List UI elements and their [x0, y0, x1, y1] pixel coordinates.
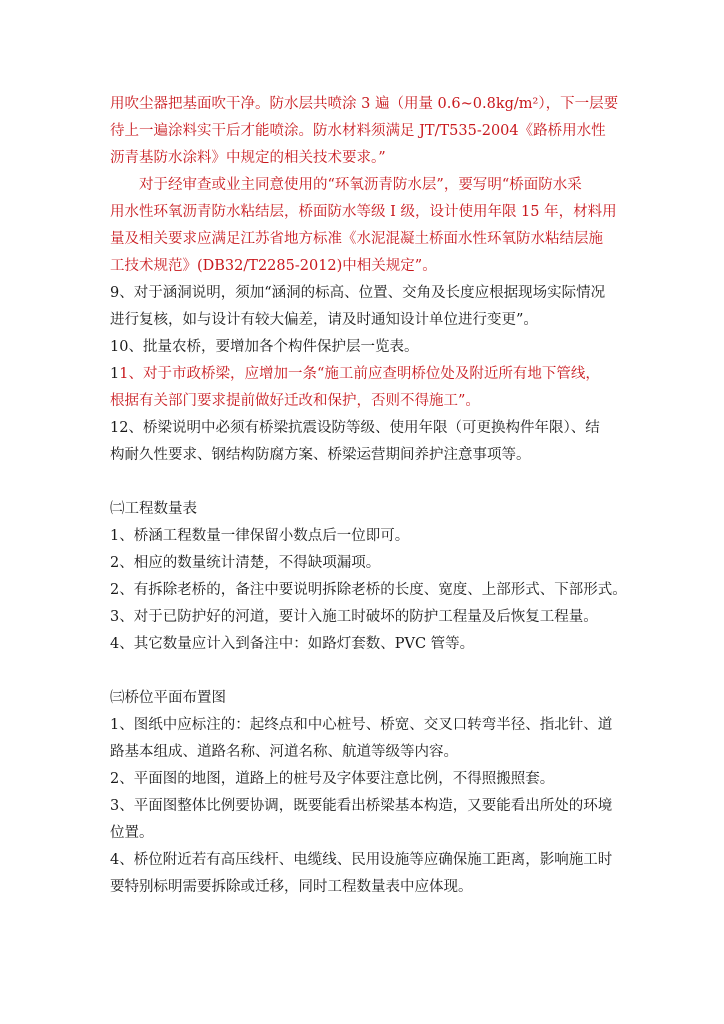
spacer	[110, 469, 630, 496]
section-quantity-table	[110, 496, 630, 658]
text-line	[110, 361, 630, 388]
list-item: 1、桥涵工程数量一律保留小数点后一位即可。	[110, 528, 410, 544]
text-line: 待上一遍涂料实干后才能喷涂。防水材料须满足 JT/T535-2004《路桥用水性	[110, 123, 606, 139]
waterproof-spray-paragraph	[110, 91, 630, 172]
list-item: 1、图纸中应标注的：起终点和中心桩号、桥宽、交叉口转弯半径、指北针、道	[110, 717, 613, 733]
text-line: 构耐久性要求、钢结构防腐方案、桥梁运营期间养护注意事项等。	[110, 447, 531, 463]
item-9-culvert	[110, 280, 630, 334]
item-number-prefix: 1	[110, 366, 120, 382]
text-line: 12、桥梁说明中必须有桥梁抗震设防等级、使用年限（可更换构件年限）、结	[110, 420, 600, 436]
text-line: 量及相关要求应满足江苏省地方标准《水泥混凝土桥面水性环氧防水粘结层施	[110, 231, 603, 247]
list-item: 2、相应的数量统计清楚，不得缺项漏项。	[110, 555, 381, 571]
text-line: 工技术规范》(DB32/T2285-2012)中相关规定”。	[110, 258, 437, 274]
list-item: 3、对于已防护好的河道，要计入施工时破坏的防护工程量及后恢复工程量。	[110, 609, 598, 625]
text-line: 根据有关部门要求提前做好迁改和保护，否则不得施工”。	[110, 393, 480, 409]
text-line: 沥青基防水涂料》中规定的相关技术要求。”	[110, 150, 386, 166]
text-line: 要特别标明需要拆除或迁移，同时工程数量表中应体现。	[110, 879, 473, 895]
list-item: 2、有拆除老桥的，备注中要说明拆除老桥的长度、宽度、上部形式、下部形式。	[110, 582, 627, 598]
document-body	[110, 91, 630, 901]
section-heading: ㈡工程数量表	[110, 501, 197, 517]
list-item: 2、平面图的地图，道路上的桩号及字体要注意比例，不得照搬照套。	[110, 771, 555, 787]
item-10-farm-bridge	[110, 334, 630, 361]
text-line: 路基本组成、道路名称、河道名称、航道等级等内容。	[110, 744, 458, 760]
list-item: 3、平面图整体比例要协调，既要能看出桥梁基本构造，又要能看出所处的环境	[110, 798, 613, 814]
text-line: 用水性环氧沥青防水粘结层，桥面防水等级 I 级，设计使用年限 15 年，材料用	[110, 204, 617, 220]
section-bridge-layout-plan	[110, 685, 630, 901]
text-line: 进行复核，如与设计有较大偏差，请及时通知设计单位进行变更”。	[110, 312, 538, 328]
text-line: 位置。	[110, 825, 154, 841]
text-line: 9、对于涵洞说明，须加“涵洞的标高、位置、交角及长度应根据现场实际情况	[110, 285, 606, 301]
section-heading: ㈢桥位平面布置图	[110, 690, 226, 706]
text-line: 10、批量农桥，要增加各个构件保护层一览表。	[110, 339, 419, 355]
text-line: 对于经审查或业主同意使用的“环氧沥青防水层”，要写明“桥面防水采	[139, 177, 582, 193]
list-item: 4、桥位附近若有高压线杆、电缆线、民用设施等应确保施工距离，影响施工时	[110, 852, 613, 868]
item-12-bridge-notes	[110, 415, 630, 469]
epoxy-waterproof-paragraph	[110, 172, 630, 280]
item-text: 1、对于市政桥梁，应增加一条“施工前应查明桥位处及附近所有地下管线，	[119, 366, 600, 382]
text-line: 用吹尘器把基面吹干净。防水层共喷涂 3 遍（用量 0.6~0.8kg/m²），下一层要	[110, 96, 619, 112]
item-11-municipal-bridge	[110, 361, 630, 415]
list-item: 4、其它数量应计入到备注中：如路灯套数、PVC 管等。	[110, 636, 475, 652]
spacer	[110, 658, 630, 685]
